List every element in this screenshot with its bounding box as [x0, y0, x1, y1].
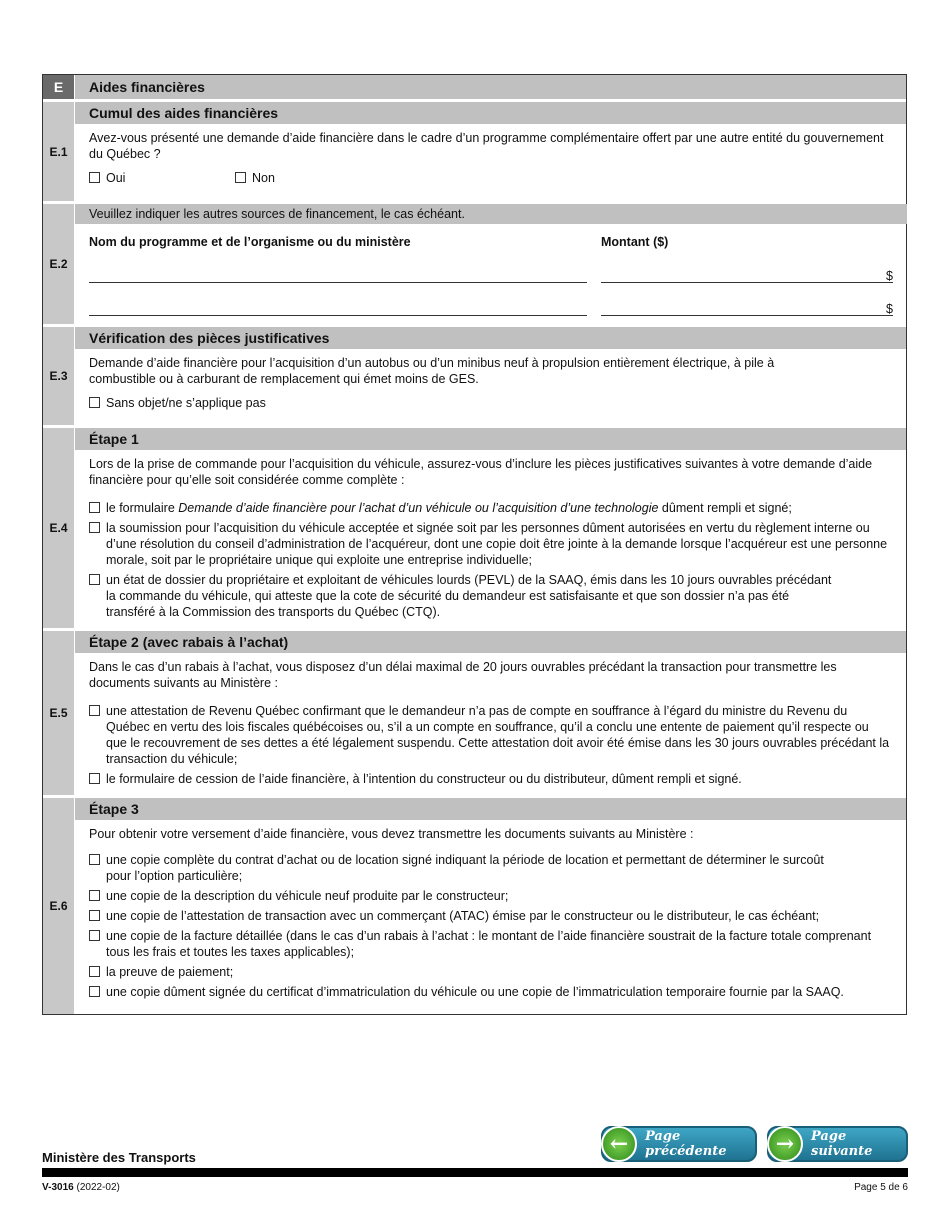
e6-item[interactable]: une copie de la facture détaillée (dans le cas d’un rabais à l’achat : le montant de l’aide financière soustrait de la facture totale comprenant tous les frais et toutes les taxes applicables);	[89, 928, 892, 960]
label-e6: E.6	[43, 798, 74, 1014]
section-title: Aides financières	[74, 75, 906, 99]
ministry-name: Ministère des Transports	[42, 1150, 196, 1165]
checkbox-na[interactable]	[89, 397, 100, 408]
row-e2	[43, 201, 906, 324]
label-e2: E.2	[43, 204, 74, 324]
heading-e4: Étape 1	[75, 428, 906, 450]
heading-e5: Étape 2 (avec rabais à l’achat)	[75, 631, 906, 653]
arrow-left-icon: ←	[601, 1126, 637, 1162]
checkbox-non[interactable]	[235, 172, 246, 183]
checkbox-e5-2[interactable]	[89, 773, 100, 784]
section-letter: E	[43, 75, 74, 99]
section-header	[43, 75, 906, 99]
row-e4	[43, 425, 906, 628]
option-na[interactable]: Sans objet/ne s’applique pas	[89, 395, 892, 411]
previous-page-button[interactable]: ← Page précédente	[601, 1126, 757, 1162]
option-oui[interactable]: Oui	[89, 170, 235, 186]
label-e4: E.4	[43, 428, 74, 628]
label-e1: E.1	[43, 102, 74, 201]
checkbox-e6-2[interactable]	[89, 890, 100, 901]
row-e6	[43, 795, 906, 1014]
e6-item[interactable]: la preuve de paiement;	[89, 964, 892, 980]
label-e3: E.3	[43, 327, 74, 425]
checkbox-oui[interactable]	[89, 172, 100, 183]
instruction-e2: Veuillez indiquer les autres sources de financement, le cas échéant.	[75, 204, 907, 224]
page-number: Page 5 de 6	[854, 1182, 908, 1193]
e6-item[interactable]: une copie de la description du véhicule neuf produite par le constructeur;	[89, 888, 892, 904]
checkbox-e4-3[interactable]	[89, 574, 100, 585]
text-e3: Demande d’aide financière pour l’acquisition d’un autobus ou d’un minibus neuf à propulsion entièrement électrique, à pile à combustible ou à carburant de remplacement qui émet moins de GES.	[89, 356, 775, 386]
intro-e6: Pour obtenir votre versement d’aide financière, vous devez transmettre les documents suivants au Ministère :	[89, 827, 694, 841]
form-code: V-3016 (2022-02)	[42, 1182, 120, 1193]
e6-item[interactable]: une copie complète du contrat d’achat ou de location signé indiquant la période de location et permettant de déterminer le surcoût pour l’option particulière;	[89, 852, 892, 884]
e4-item-1[interactable]: le formulaire Demande d’aide financière pour l’achat d’un véhicule ou l’acquisition d’une technologie dûment rempli et signé;	[89, 500, 892, 516]
row-e5	[43, 628, 906, 795]
column-program: Nom du programme et de l’organisme ou du ministère	[89, 235, 411, 249]
row-e1	[43, 99, 906, 201]
column-amount: Montant ($)	[601, 235, 669, 249]
heading-e1: Cumul des aides financières	[75, 102, 906, 124]
e6-item[interactable]: une copie dûment signée du certificat d’immatriculation du véhicule ou une copie de l’immatriculation temporaire fournie par la SAAQ.	[89, 984, 892, 1000]
checkbox-e6-5[interactable]	[89, 966, 100, 977]
checkbox-e4-2[interactable]	[89, 522, 100, 533]
checkbox-e6-6[interactable]	[89, 986, 100, 997]
checkbox-e5-1[interactable]	[89, 705, 100, 716]
section-e-form	[42, 74, 907, 1015]
question-e1: Avez-vous présenté une demande d’aide financière dans le cadre d’un programme complémentaire offert par une autre entité du gouvernement du Québec ?	[89, 131, 884, 161]
checkbox-e6-1[interactable]	[89, 854, 100, 865]
intro-e5: Dans le cas d’un rabais à l’achat, vous disposez d’un délai maximal de 20 jours ouvrables précédant la transaction pour transmettre les documents suivants au Ministère :	[89, 660, 837, 690]
footer-bar	[42, 1168, 908, 1177]
e4-item-2[interactable]: la soumission pour l’acquisition du véhicule acceptée et signée soit par les personnes dûment autorisées en vertu du règlement interne ou d’une résolution du conseil d’administration de l’acquéreur, dont une copie doit être jointe à la demande lorsque l’acquéreur est une personne morale, soit par le propriétaire unique qui exploite une entreprise individuelle;	[89, 520, 892, 568]
e5-item-1[interactable]: une attestation de Revenu Québec confirmant que le demandeur n’a pas de compte en souffrance à l’égard du ministre du Revenu du Québec en vertu des lois fiscales québécoises ou, s’il a un compte en souffrance, qu’il a conclu une entente de paiement qu’il respecte ou que le recouvrement de ses dettes a été légalement suspendu. Cette attestation doit avoir été émise dans les 30 jours ouvrables précédant la transaction du véhicule;	[89, 703, 892, 767]
intro-e4: Lors de la prise de commande pour l’acquisition du véhicule, assurez-vous d’inclure les pièces justificatives suivantes à votre demande d’aide financière pour qu’elle soit considérée comme complète :	[89, 457, 873, 487]
amount-field-2[interactable]: $	[601, 301, 893, 316]
checkbox-e6-4[interactable]	[89, 930, 100, 941]
program-field-2[interactable]	[89, 301, 587, 316]
amount-field-1[interactable]: $	[601, 268, 893, 283]
checkbox-e4-1[interactable]	[89, 502, 100, 513]
program-field-1[interactable]	[89, 268, 587, 283]
arrow-right-icon: →	[767, 1126, 803, 1162]
label-e5: E.5	[43, 631, 74, 795]
checkbox-e6-3[interactable]	[89, 910, 100, 921]
e4-item-3[interactable]: un état de dossier du propriétaire et exploitant de véhicules lourds (PEVL) de la SAAQ, émis dans les 10 jours ouvrables précédant la commande du véhicule, qui atteste que la cote de sécurité du demandeur est satisfaisante et que son dossier n’a pas été transféré à la Commission des transports du Québec (CTQ).	[89, 572, 892, 620]
e6-item[interactable]: une copie de l’attestation de transaction avec un commerçant (ATAC) émise par le constructeur ou le distributeur, le cas échéant;	[89, 908, 892, 924]
e5-item-2[interactable]: le formulaire de cession de l’aide financière, à l’intention du constructeur ou du distributeur, dûment rempli et signé.	[89, 771, 892, 787]
heading-e3: Vérification des pièces justificatives	[75, 327, 906, 349]
next-page-button[interactable]: → Page suivante	[767, 1126, 908, 1162]
option-non[interactable]: Non	[235, 170, 381, 186]
row-e3	[43, 324, 906, 425]
heading-e6: Étape 3	[75, 798, 906, 820]
